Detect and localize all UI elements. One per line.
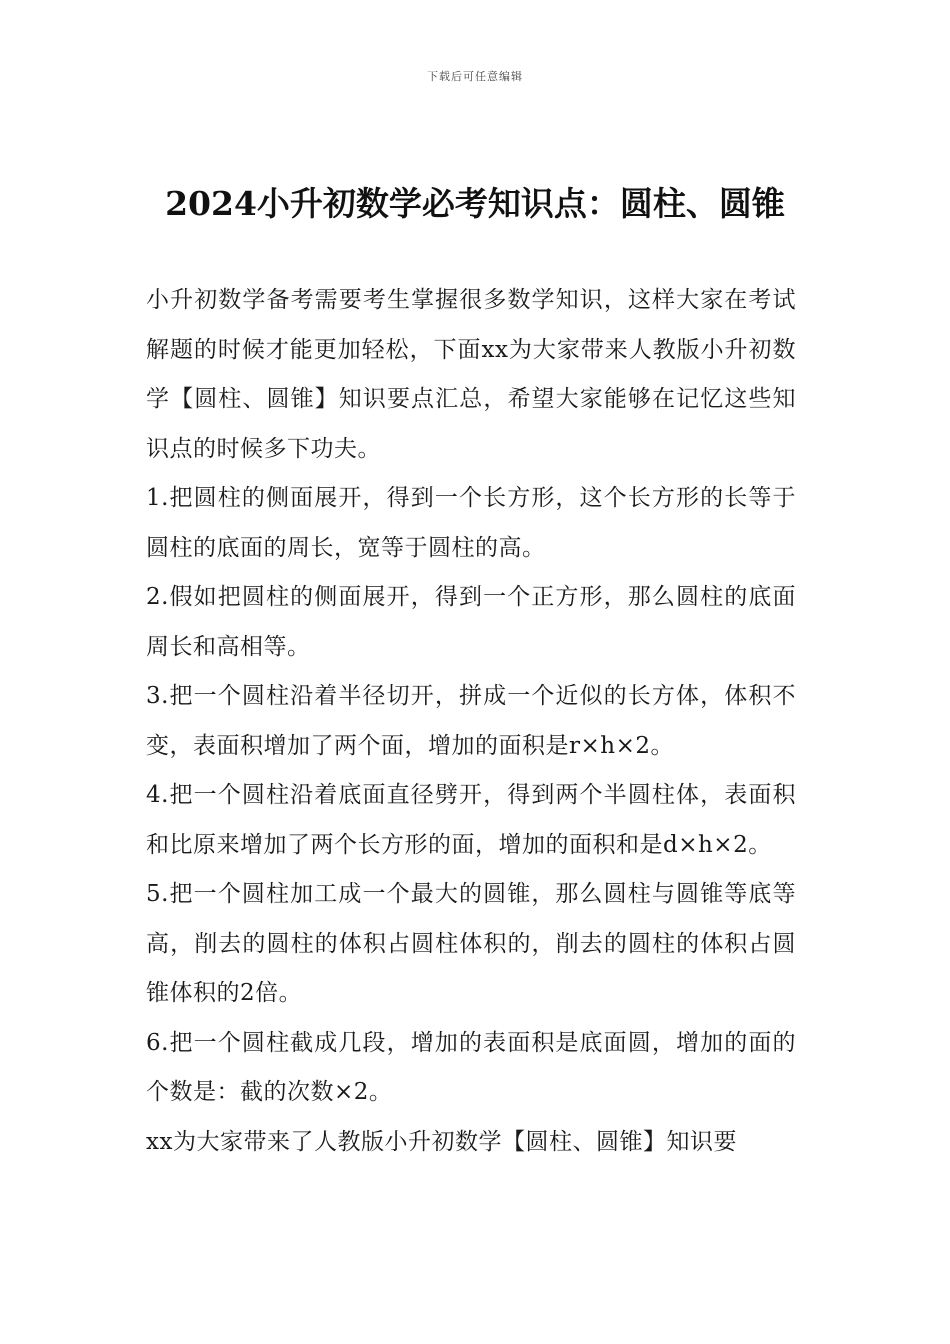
point-1-paragraph: 1.把圆柱的侧面展开，得到一个长方形，这个长方形的长等于圆柱的底面的周长，宽等于圆柱的高。 — [146, 485, 796, 561]
header-note: 下载后可任意编辑 — [427, 70, 523, 83]
document-title: 2024小升初数学必考知识点：圆柱、圆锥 — [165, 184, 785, 223]
point-4-paragraph: 4.把一个圆柱沿着底面直径劈开，得到两个半圆柱体，表面积和比原来增加了两个长方形的面，增加的面积和是d×h×2。 — [146, 782, 796, 858]
point-3-paragraph: 3.把一个圆柱沿着半径切开，拼成一个近似的长方体，体积不变，表面积增加了两个面，增加的面积是r×h×2。 — [146, 683, 796, 759]
point-5-paragraph: 5.把一个圆柱加工成一个最大的圆锥，那么圆柱与圆锥等底等高，削去的圆柱的体积占圆柱体积的，削去的圆柱的体积占圆锥体积的2倍。 — [146, 881, 796, 1006]
closing-paragraph: xx为大家带来了人教版小升初数学【圆柱、圆锥】知识要 — [146, 1128, 737, 1155]
document-body — [146, 276, 796, 1167]
point-2-paragraph: 2.假如把圆柱的侧面展开，得到一个正方形，那么圆柱的底面周长和高相等。 — [146, 584, 796, 660]
intro-paragraph: 小升初数学备考需要考生掌握很多数学知识，这样大家在考试解题的时候才能更加轻松，下面xx为大家带来人教版小升初数学【圆柱、圆锥】知识要点汇总，希望大家能够在记忆这些知识点的时候多下功夫。 — [146, 287, 796, 462]
point-6-paragraph: 6.把一个圆柱截成几段，增加的表面积是底面圆，增加的面的个数是：截的次数×2。 — [146, 1029, 796, 1105]
